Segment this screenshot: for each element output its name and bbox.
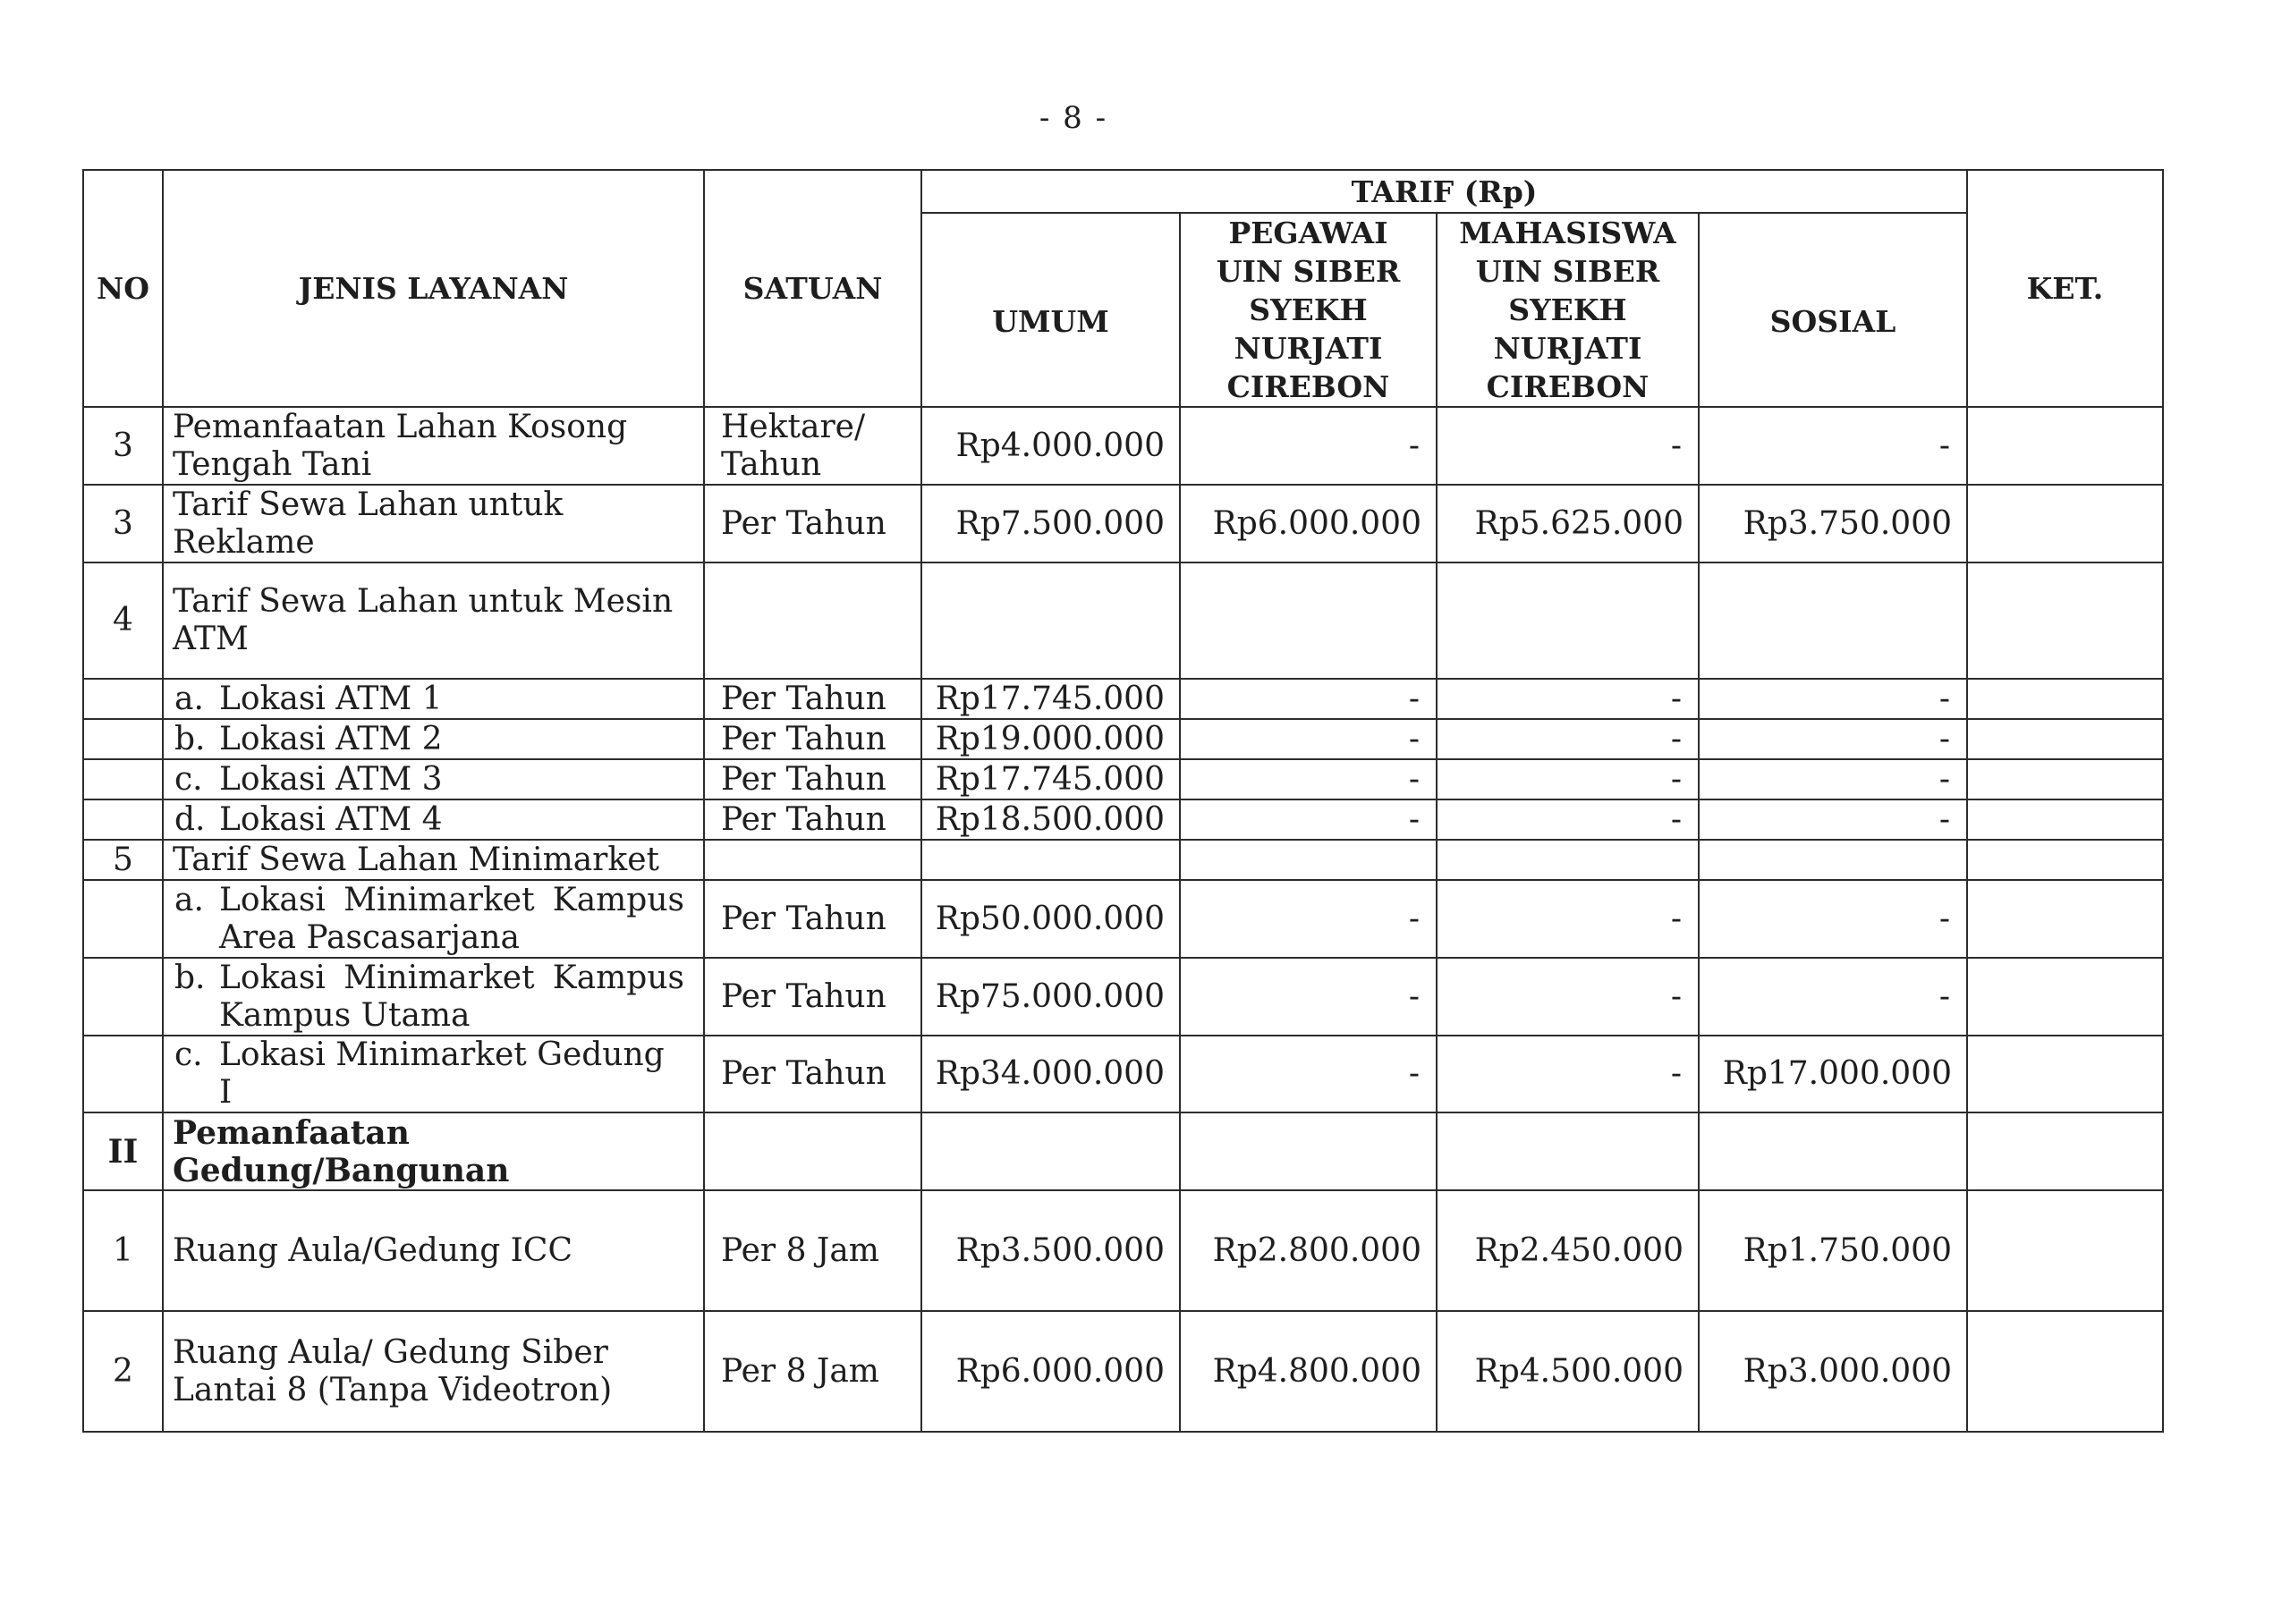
jenis-line: Tarif Sewa Lahan Minimarket [173,841,659,878]
table-row [83,719,2163,759]
cell-satuan [704,679,921,719]
cell-mahasiswa: - [1437,759,1699,799]
cell-ket [1967,485,2163,562]
jenis-line: Gedung/Bangunan [173,1151,510,1189]
satuan-line: Per 8 Jam [721,1352,879,1390]
sub-item-letter: a. [174,680,204,717]
cell-ket [1967,562,2163,679]
cell-ket [1967,1311,2163,1432]
cell-mahasiswa: Rp4.500.000 [1437,1311,1699,1432]
sub-item-letter: b. [174,720,206,757]
header-jenis-layanan: JENIS LAYANAN [163,170,704,407]
cell-ket [1967,840,2163,880]
cell-sosial: - [1699,880,1967,958]
jenis-line: Tarif Sewa Lahan untuk [173,486,564,523]
cell-umum: Rp17.745.000 [921,679,1180,719]
cell-jenis-layanan [163,1190,704,1311]
cell-ket [1967,679,2163,719]
header-sosial: SOSIAL [1699,213,1967,407]
header-pegawai-line: UIN SIBER [1216,254,1401,289]
cell-no: II [83,1112,163,1190]
cell-no [83,799,163,840]
jenis-line: Reklame [173,523,315,561]
jenis-line: Lantai 8 (Tanpa Videotron) [173,1371,613,1408]
cell-ket [1967,880,2163,958]
cell-pegawai [1180,562,1437,679]
header-mahasiswa-line: NURJATI [1493,331,1642,366]
satuan-line: Per Tahun [721,900,886,937]
cell-jenis-layanan [163,679,704,719]
cell-pegawai: - [1180,880,1437,958]
cell-no: 5 [83,840,163,880]
cell-satuan [704,1311,921,1432]
cell-pegawai: - [1180,958,1437,1036]
cell-mahasiswa [1437,562,1699,679]
header-pegawai-line: SYEKH [1249,292,1368,327]
satuan-line: Per Tahun [721,977,886,1015]
table-row [83,958,2163,1036]
jenis-line: Lokasi Minimarket Kampus [219,959,684,996]
jenis-line: Ruang Aula/ Gedung Siber [173,1333,608,1371]
cell-umum: Rp3.500.000 [921,1190,1180,1311]
satuan-line: Per Tahun [721,800,886,838]
cell-pegawai: Rp6.000.000 [1180,485,1437,562]
cell-mahasiswa [1437,1112,1699,1190]
sub-item-letter: b. [174,959,206,996]
cell-mahasiswa: - [1437,719,1699,759]
cell-no [83,880,163,958]
cell-ket [1967,719,2163,759]
cell-mahasiswa: - [1437,958,1699,1036]
table-row [83,799,2163,840]
header-tarif: TARIF (Rp) [921,170,1967,213]
table-row [83,1190,2163,1311]
cell-mahasiswa: - [1437,679,1699,719]
cell-pegawai: Rp4.800.000 [1180,1311,1437,1432]
cell-satuan [704,719,921,759]
cell-jenis-layanan [163,958,704,1036]
header-mahasiswa-line: SYEKH [1508,292,1627,327]
cell-sosial: - [1699,407,1967,485]
header-ket: KET. [1967,170,2163,407]
cell-no: 3 [83,407,163,485]
header-mahasiswa-line: MAHASISWA [1459,216,1676,250]
cell-satuan [704,799,921,840]
table-row [83,679,2163,719]
table-header [83,170,2163,407]
cell-sosial: Rp3.000.000 [1699,1311,1967,1432]
table-row [83,880,2163,958]
header-no: NO [83,170,163,407]
satuan-line: Per Tahun [721,1055,886,1092]
jenis-line: Lokasi Minimarket Gedung I [219,1036,665,1111]
cell-jenis-layanan [163,880,704,958]
cell-mahasiswa: Rp2.450.000 [1437,1190,1699,1311]
header-mahasiswa-line: CIREBON [1486,369,1650,404]
sub-item-text [219,1036,684,1112]
cell-umum: Rp34.000.000 [921,1036,1180,1112]
satuan-line: Per Tahun [721,680,886,717]
cell-jenis-layanan [163,407,704,485]
jenis-line: Lokasi ATM 3 [219,760,443,798]
header-mahasiswa [1437,213,1699,407]
satuan-line: Per 8 Jam [721,1231,879,1269]
cell-umum: Rp7.500.000 [921,485,1180,562]
cell-satuan [704,1112,921,1190]
cell-umum [921,1112,1180,1190]
jenis-line: Tengah Tani [173,445,372,483]
cell-pegawai: - [1180,1036,1437,1112]
cell-jenis-layanan [163,840,704,880]
cell-umum [921,562,1180,679]
cell-pegawai: Rp2.800.000 [1180,1190,1437,1311]
header-pegawai-line: PEGAWAI [1228,216,1388,250]
sub-item-text [219,721,684,758]
jenis-line: Area Pascasarjana [219,918,521,956]
table-row [83,485,2163,562]
cell-ket [1967,1112,2163,1190]
cell-satuan [704,880,921,958]
table-row [83,407,2163,485]
cell-no [83,1036,163,1112]
table-row [83,562,2163,679]
cell-pegawai: - [1180,407,1437,485]
satuan-line: Hektare/ [721,408,866,445]
cell-pegawai [1180,840,1437,880]
cell-sosial: Rp1.750.000 [1699,1190,1967,1311]
sub-item-letter: d. [174,800,206,838]
sub-item-text [219,801,684,839]
cell-pegawai: - [1180,759,1437,799]
cell-mahasiswa: - [1437,407,1699,485]
cell-umum: Rp17.745.000 [921,759,1180,799]
cell-satuan [704,1036,921,1112]
cell-pegawai [1180,1112,1437,1190]
cell-satuan [704,562,921,679]
jenis-line: Lokasi ATM 1 [219,680,443,717]
sub-item-letter: c. [174,760,203,798]
cell-ket [1967,799,2163,840]
cell-no: 4 [83,562,163,679]
cell-sosial: - [1699,799,1967,840]
header-satuan: SATUAN [704,170,921,407]
page-number: - 8 - [1039,100,1108,136]
cell-satuan [704,759,921,799]
cell-no [83,719,163,759]
cell-mahasiswa [1437,840,1699,880]
cell-sosial: - [1699,958,1967,1036]
cell-mahasiswa: - [1437,1036,1699,1112]
cell-jenis-layanan [163,485,704,562]
sub-item-text [219,960,684,1035]
sub-item-letter: a. [174,881,204,918]
cell-jenis-layanan [163,562,704,679]
table-body [83,407,2163,1432]
tariff-table [82,169,2164,1433]
cell-sosial [1699,562,1967,679]
cell-no: 2 [83,1311,163,1432]
jenis-line: Tarif Sewa Lahan untuk Mesin [173,583,674,620]
sub-item-text [219,681,684,718]
cell-pegawai: - [1180,679,1437,719]
jenis-line: Pemanfaatan [173,1113,410,1152]
cell-satuan [704,1190,921,1311]
cell-pegawai: - [1180,799,1437,840]
cell-sosial: Rp3.750.000 [1699,485,1967,562]
cell-satuan [704,485,921,562]
cell-sosial [1699,1112,1967,1190]
cell-ket [1967,407,2163,485]
cell-no: 3 [83,485,163,562]
jenis-line: Lokasi Minimarket Kampus [219,881,684,918]
satuan-line: Per Tahun [721,720,886,757]
cell-sosial: - [1699,719,1967,759]
cell-umum: Rp50.000.000 [921,880,1180,958]
cell-umum: Rp75.000.000 [921,958,1180,1036]
table-row [83,1311,2163,1432]
sub-item-text [219,761,684,799]
cell-sosial [1699,840,1967,880]
sub-item-text [219,882,684,957]
cell-no [83,759,163,799]
cell-mahasiswa: Rp5.625.000 [1437,485,1699,562]
jenis-line: Kampus Utama [219,996,471,1034]
sub-item-letter: c. [174,1036,203,1073]
cell-sosial: - [1699,759,1967,799]
cell-sosial: - [1699,679,1967,719]
table-row [83,1036,2163,1112]
cell-jenis-layanan [163,1311,704,1432]
satuan-line: Per Tahun [721,504,886,542]
cell-no: 1 [83,1190,163,1311]
header-mahasiswa-line: UIN SIBER [1475,254,1660,289]
cell-no [83,679,163,719]
cell-jenis-layanan [163,1036,704,1112]
cell-umum: Rp4.000.000 [921,407,1180,485]
header-pegawai-line: CIREBON [1226,369,1390,404]
cell-jenis-layanan [163,719,704,759]
cell-satuan [704,958,921,1036]
cell-pegawai: - [1180,719,1437,759]
jenis-line: ATM [173,621,249,657]
table-row [83,840,2163,880]
jenis-line: Lokasi ATM 2 [219,720,443,757]
cell-umum: Rp18.500.000 [921,799,1180,840]
cell-umum: Rp19.000.000 [921,719,1180,759]
header-pegawai [1180,213,1437,407]
cell-no [83,958,163,1036]
header-umum: UMUM [921,213,1180,407]
header-pegawai-line: NURJATI [1234,331,1383,366]
cell-ket [1967,958,2163,1036]
cell-ket [1967,759,2163,799]
table-row [83,1112,2163,1190]
cell-jenis-layanan [163,1112,704,1190]
jenis-line: Ruang Aula/Gedung ICC [173,1231,572,1269]
cell-jenis-layanan [163,799,704,840]
cell-satuan [704,407,921,485]
cell-satuan [704,840,921,880]
cell-umum: Rp6.000.000 [921,1311,1180,1432]
cell-ket [1967,1036,2163,1112]
cell-mahasiswa: - [1437,799,1699,840]
jenis-line: Pemanfaatan Lahan Kosong [173,408,628,445]
jenis-line: Lokasi ATM 4 [219,800,443,838]
satuan-line: Per Tahun [721,760,886,798]
cell-umum [921,840,1180,880]
cell-jenis-layanan [163,759,704,799]
cell-sosial: Rp17.000.000 [1699,1036,1967,1112]
cell-mahasiswa: - [1437,880,1699,958]
cell-ket [1967,1190,2163,1311]
satuan-line: Tahun [721,445,822,483]
table-row [83,759,2163,799]
